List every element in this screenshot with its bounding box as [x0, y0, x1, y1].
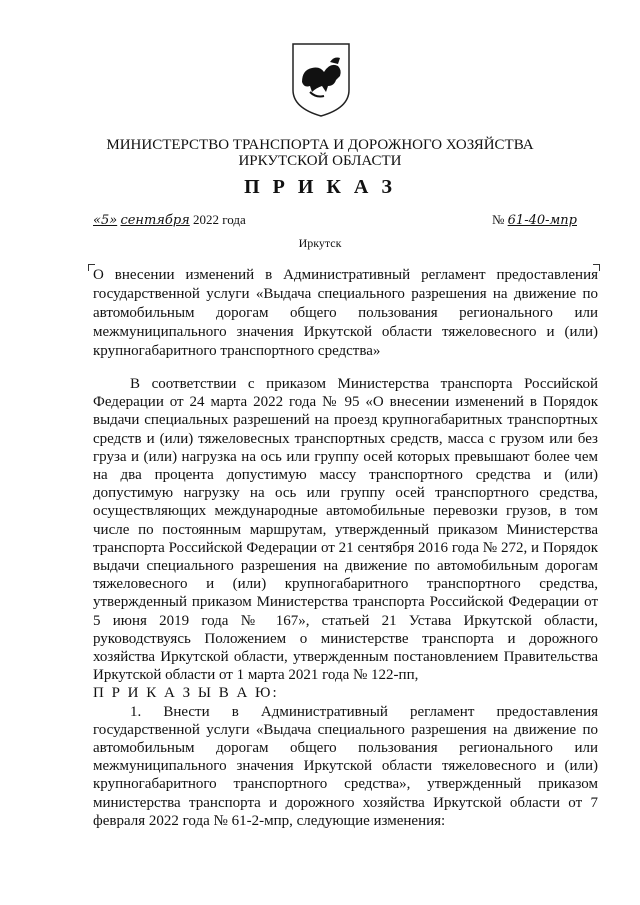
city: Иркутск	[298, 236, 342, 250]
ministry-name-line1: МИНИСТЕРСТВО ТРАНСПОРТА И ДОРОЖНОГО ХОЗЯЙСТВА	[106, 137, 534, 153]
number-value: 61-40-мпр	[507, 213, 577, 228]
order-body	[93, 375, 598, 830]
ministry-name-line2: ИРКУТСКОЙ ОБЛАСТИ	[238, 153, 402, 169]
item-1-paragraph: 1. Внести в Административный регламент предоставления государственной услуги «Выдача специального разрешения на движение по автомобильным дорогам общего пользования регионального или межмуниципального значения Иркутской области тяжеловесного и (или) крупногабаритного транспортного средства», утвержденный приказом министерства транспорта и дорожного хозяйства Иркутской области от 7 февраля 2022 года № 61-2-мпр, следующие изменения:	[93, 703, 598, 829]
number-prefix: №	[492, 212, 505, 227]
order-number	[492, 212, 577, 228]
preamble-paragraph: В соответствии с приказом Министерства транспорта Российской Федерации от 24 марта 2022 года № 95 «О внесении изменений в Порядок выдачи специальных разрешений на проезд крупногабаритных транспортных средств и (или) тяжеловесных транспортных средств, масса с грузом или без груза и (или) нагрузка на ось или группу осей которых превышают более чем на два процента допустимую массу транспортного средства и (или) допустимую нагрузку на ось или группу осей транспортного средства, осуществляющих международные автомобильные перевозки грузов, в том числе по постоянным маршрутам, утвержденный приказом Министерства транспорта Российской Федерации от 21 сентября 2016 года № 272, и Порядок выдачи специального разрешения на движение по автомобильным дорогам тяжеловесного и (или) крупногабаритного транспортного средства, утвержденный приказом Министерства транспорта Российской Федерации от 5 июня 2019 года № 167», статьей 21 Устава Иркутской области, руководствуясь Положением о министерстве транспорта и дорожного хозяйства Иркутской области, утвержденным постановлением Правительства Иркутской области от 1 марта 2021 года № 122-пп,	[93, 376, 598, 684]
date-day: «5»	[93, 213, 118, 228]
document-type: П Р И К А З	[244, 176, 396, 198]
order-date	[93, 212, 246, 228]
order-subject: О внесении изменений в Административный регламент предоставления государственной услуги «Выдача специального разрешения на движение по автомобильным дорогам общего пользования регионального или межмуниципального значения Иркутской области тяжеловесного и (или) крупногабаритного транспортного средства»	[93, 267, 598, 359]
date-year: 2022 года	[193, 212, 246, 227]
irkutsk-coat-of-arms-icon	[290, 42, 352, 118]
date-month: сентября	[120, 213, 190, 228]
order-word: П Р И К А З Ы В А Ю:	[93, 685, 279, 702]
